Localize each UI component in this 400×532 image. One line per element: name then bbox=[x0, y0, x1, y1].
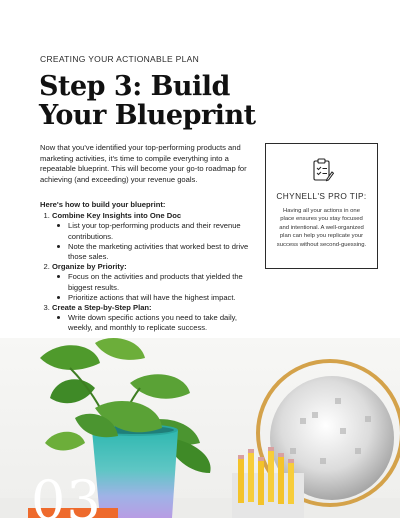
title-line-2: Your Blueprint bbox=[39, 100, 256, 131]
step-item bbox=[52, 211, 260, 262]
clipboard-checklist-icon bbox=[312, 158, 334, 187]
step-bullets bbox=[52, 272, 260, 303]
step-item bbox=[52, 262, 260, 303]
instructions-lead: Here's how to build your blueprint: bbox=[40, 200, 166, 209]
step-number: 03 bbox=[31, 469, 102, 532]
instructions-section bbox=[40, 200, 260, 334]
pro-tip-body: Having all your actions in one place ensures you stay focused and intentional. A well-organized plan can help you replicate your success without second-guessing. bbox=[276, 208, 367, 248]
title-line-1: Step 3: Build bbox=[39, 71, 230, 102]
bullet-item: Write down specific actions you need to take daily, weekly, and monthly to replicate success. bbox=[66, 313, 260, 333]
pro-tip-title: CHYNELL'S PRO TIP: bbox=[276, 191, 367, 201]
steps-list bbox=[40, 211, 260, 333]
page-title bbox=[39, 72, 256, 130]
step-heading: Combine Key Insights into One Doc bbox=[52, 211, 182, 221]
step-heading: Organize by Priority: bbox=[52, 262, 127, 272]
bullet-item: Note the marketing activities that worked best to drive those sales. bbox=[66, 242, 260, 262]
pro-tip-box bbox=[265, 143, 378, 269]
bullet-item: List your top-performing products and their revenue contributions. bbox=[66, 221, 260, 241]
bullet-item: Prioritize actions that will have the highest impact. bbox=[66, 293, 260, 303]
eyebrow-label: CREATING YOUR ACTIONABLE PLAN bbox=[40, 54, 200, 64]
step-bullets bbox=[52, 313, 260, 333]
step-bullets bbox=[52, 221, 260, 262]
step-heading: Create a Step-by-Step Plan: bbox=[52, 303, 152, 313]
step-item bbox=[52, 303, 260, 334]
bullet-item: Focus on the activities and products that yielded the biggest results. bbox=[66, 272, 260, 292]
intro-paragraph: Now that you've identified your top-performing products and marketing activities, it's time to compile everything into a repeatable blueprint. This will become your go-to roadmap for achieving (and exceeding) your revenue goals. bbox=[40, 143, 247, 184]
